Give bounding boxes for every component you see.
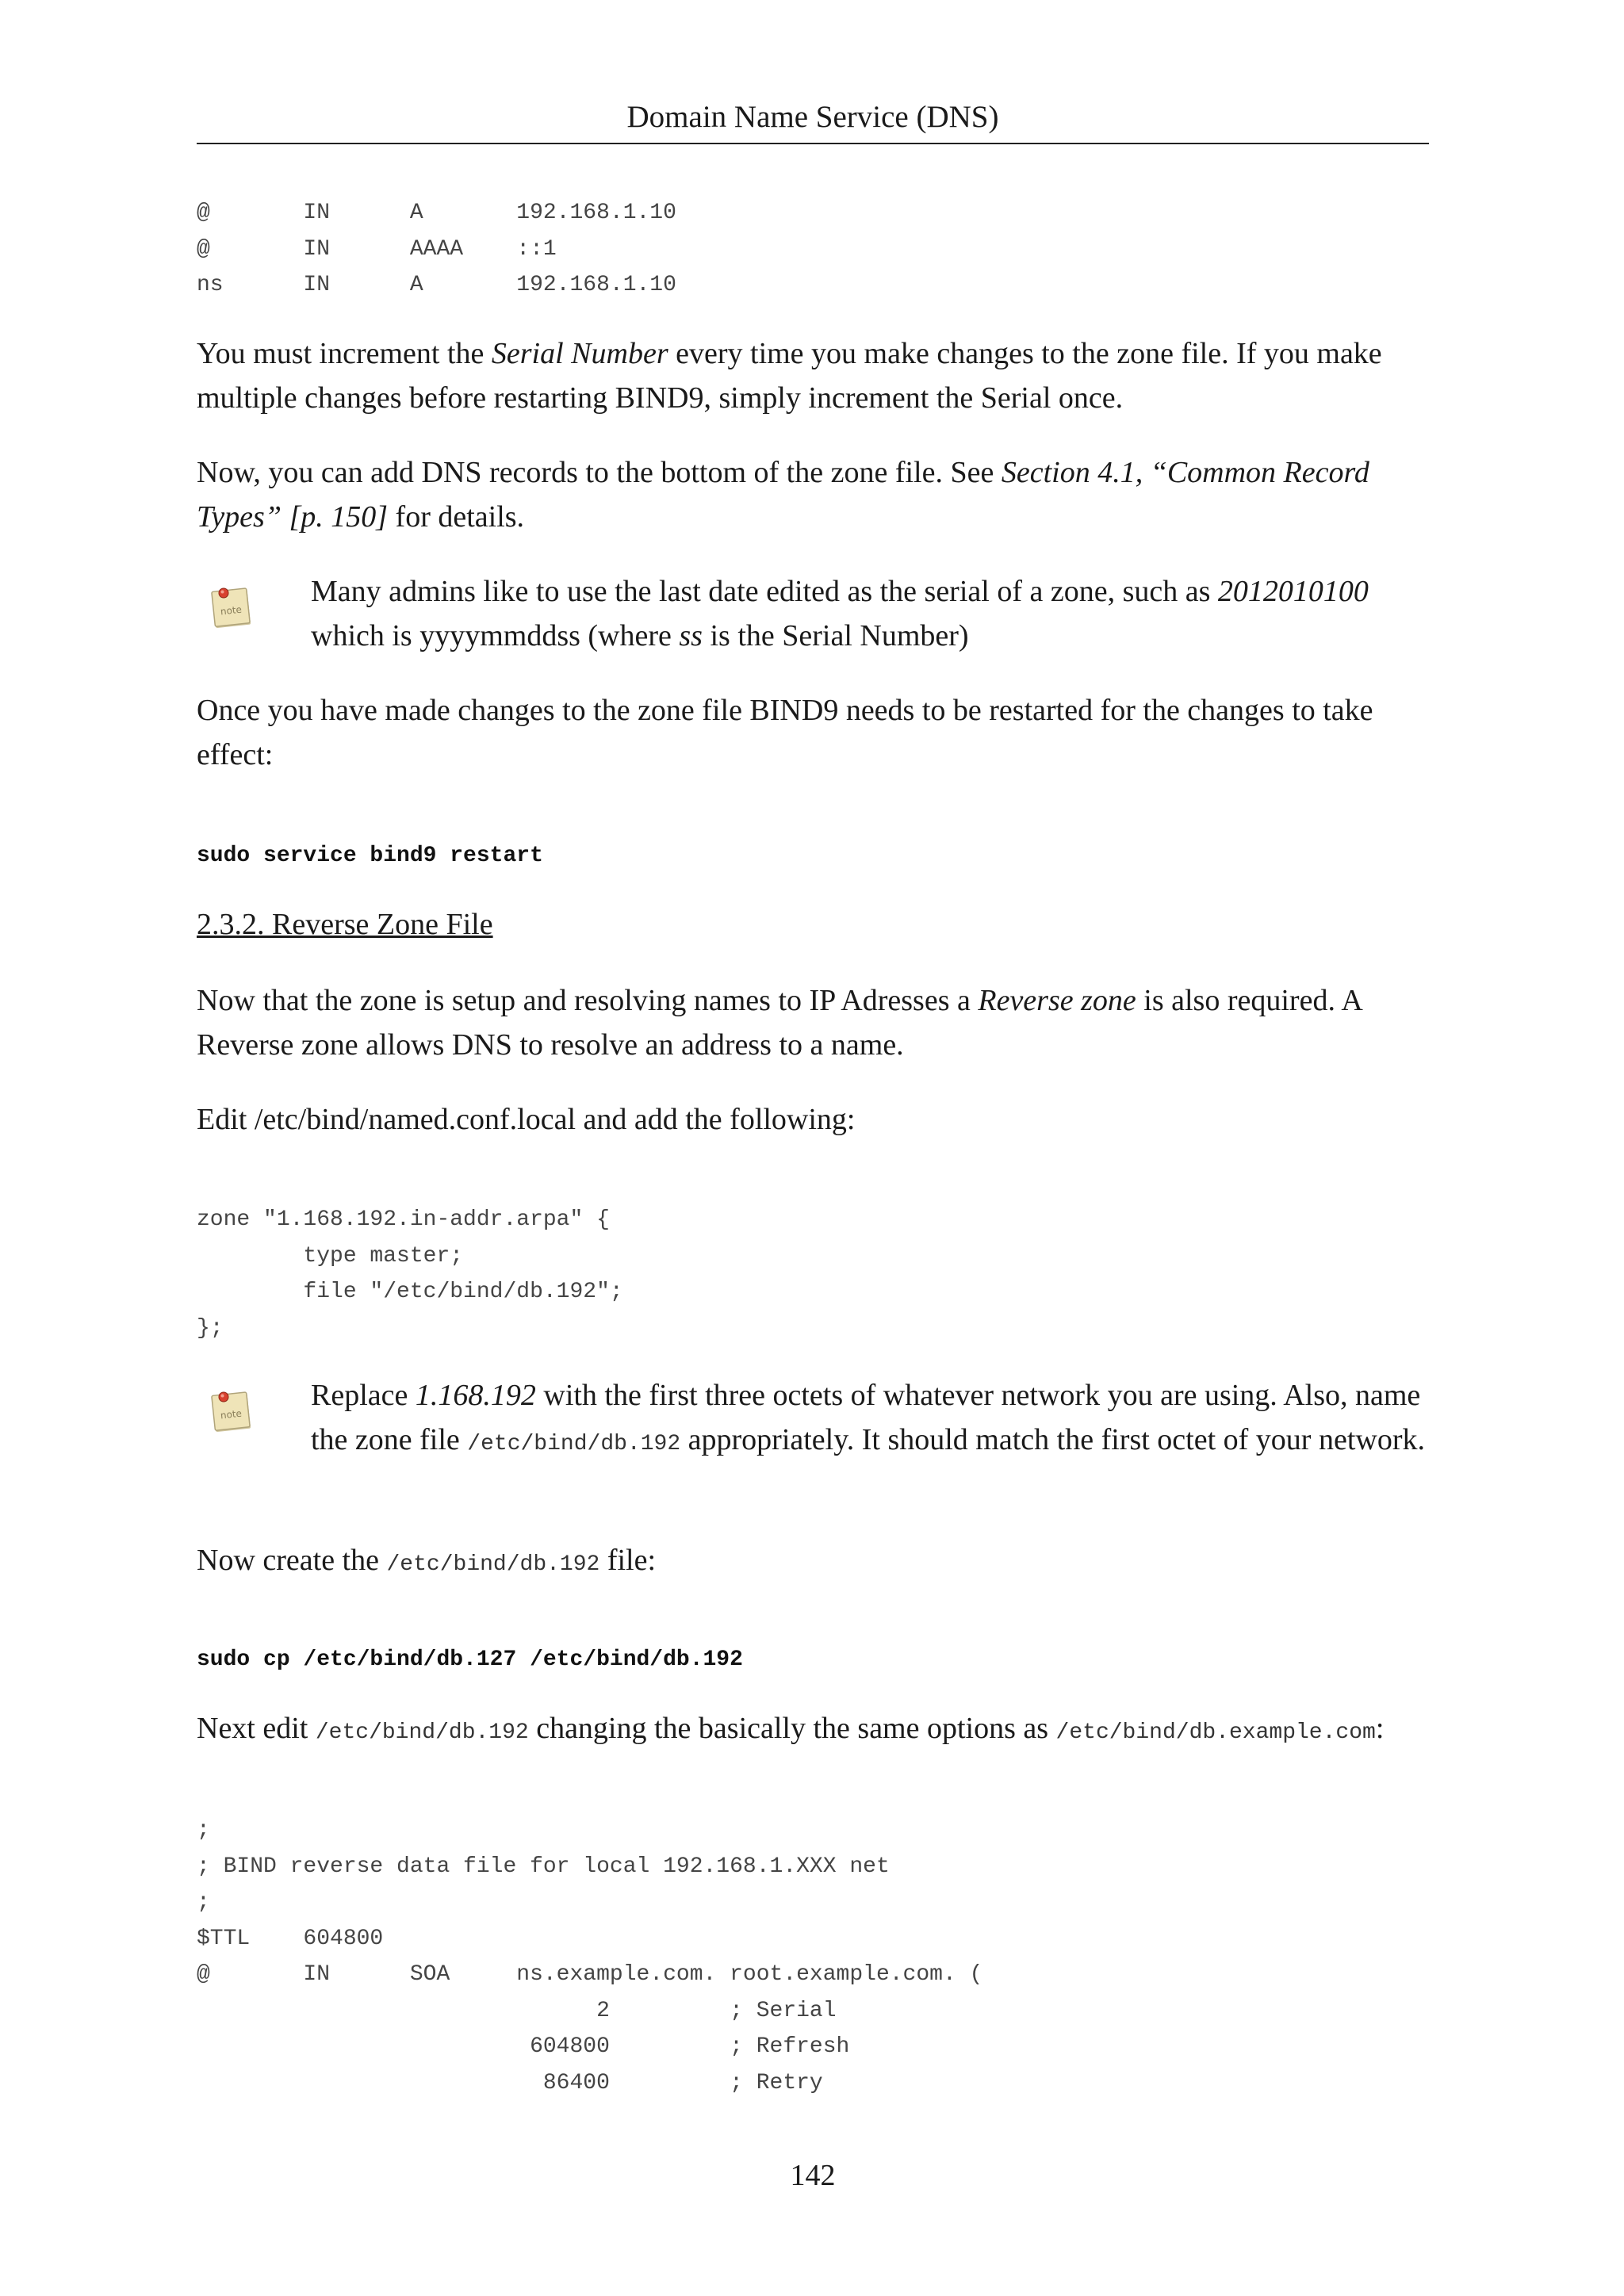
note-replace	[197, 1373, 1429, 1508]
svg-text:note: note	[220, 603, 243, 618]
note-icon	[208, 584, 255, 631]
paragraph-serial: You must increment the Serial Number every time you make changes to the zone file. If you make multiple changes before restarting BIND9, simply increment the Serial once.	[197, 337, 1382, 415]
subsection-heading: 2.3.2. Reverse Zone File	[197, 908, 493, 941]
svg-text:note: note	[220, 1407, 243, 1422]
header-rule	[197, 143, 1429, 144]
code-block-reverse: ; ; BIND reverse data file for local 192.168.1.XXX net ; $TTL 604800 @ IN SOA ns.example.com. root.example.com. ( 2 ; Serial 604800 ; Refresh 86400 ; Retry	[197, 1818, 983, 2095]
note-replace-text: Replace 1.168.192 with the first three octets of whatever network you are using. Also, name the zone file /etc/bind/db.192 appropriately. It should match the first octet of your network.	[311, 1379, 1425, 1456]
paragraph-restart: Once you have made changes to the zone file BIND9 needs to be restarted for the changes to take effect:	[197, 694, 1373, 771]
note-serial	[197, 569, 1429, 660]
code-block-zone: zone "1.168.192.in-addr.arpa" { type master; file "/etc/bind/db.192"; };	[197, 1207, 623, 1341]
running-header: Domain Name Service (DNS)	[626, 100, 999, 134]
paragraph-next-edit: Next edit /etc/bind/db.192 changing the basically the same options as /etc/bind/db.example.com:	[197, 1712, 1385, 1745]
page-number: 142	[790, 2159, 836, 2192]
paragraph-create-file: Now create the /etc/bind/db.192 file:	[197, 1544, 657, 1577]
paragraph-reverse-zone: Now that the zone is setup and resolving names to IP Adresses a Reverse zone is also required. A Reverse zone allows DNS to resolve an address to a name.	[197, 984, 1362, 1062]
command-copy: sudo cp /etc/bind/db.127 /etc/bind/db.192	[197, 1647, 743, 1672]
document-page	[197, 0, 1429, 2296]
note-serial-text: Many admins like to use the last date edited as the serial of a zone, such as 2012010100 which is yyyymmddss (where ss is the Serial Number)	[311, 575, 1369, 652]
code-block-records: @ IN A 192.168.1.10 @ IN AAAA ::1 ns IN A 192.168.1.10	[197, 201, 676, 297]
section-link[interactable]: Section 4.1, “Common Record Types” [p. 150]	[197, 456, 1369, 534]
paragraph-edit-conf: Edit /etc/bind/named.conf.local and add the following:	[197, 1103, 856, 1136]
note-icon	[208, 1387, 255, 1435]
paragraph-add-records: Now, you can add DNS records to the bottom of the zone file. See Section 4.1, “Common Record Types” [p. 150] for details.	[197, 456, 1369, 534]
command-restart: sudo service bind9 restart	[197, 844, 543, 868]
